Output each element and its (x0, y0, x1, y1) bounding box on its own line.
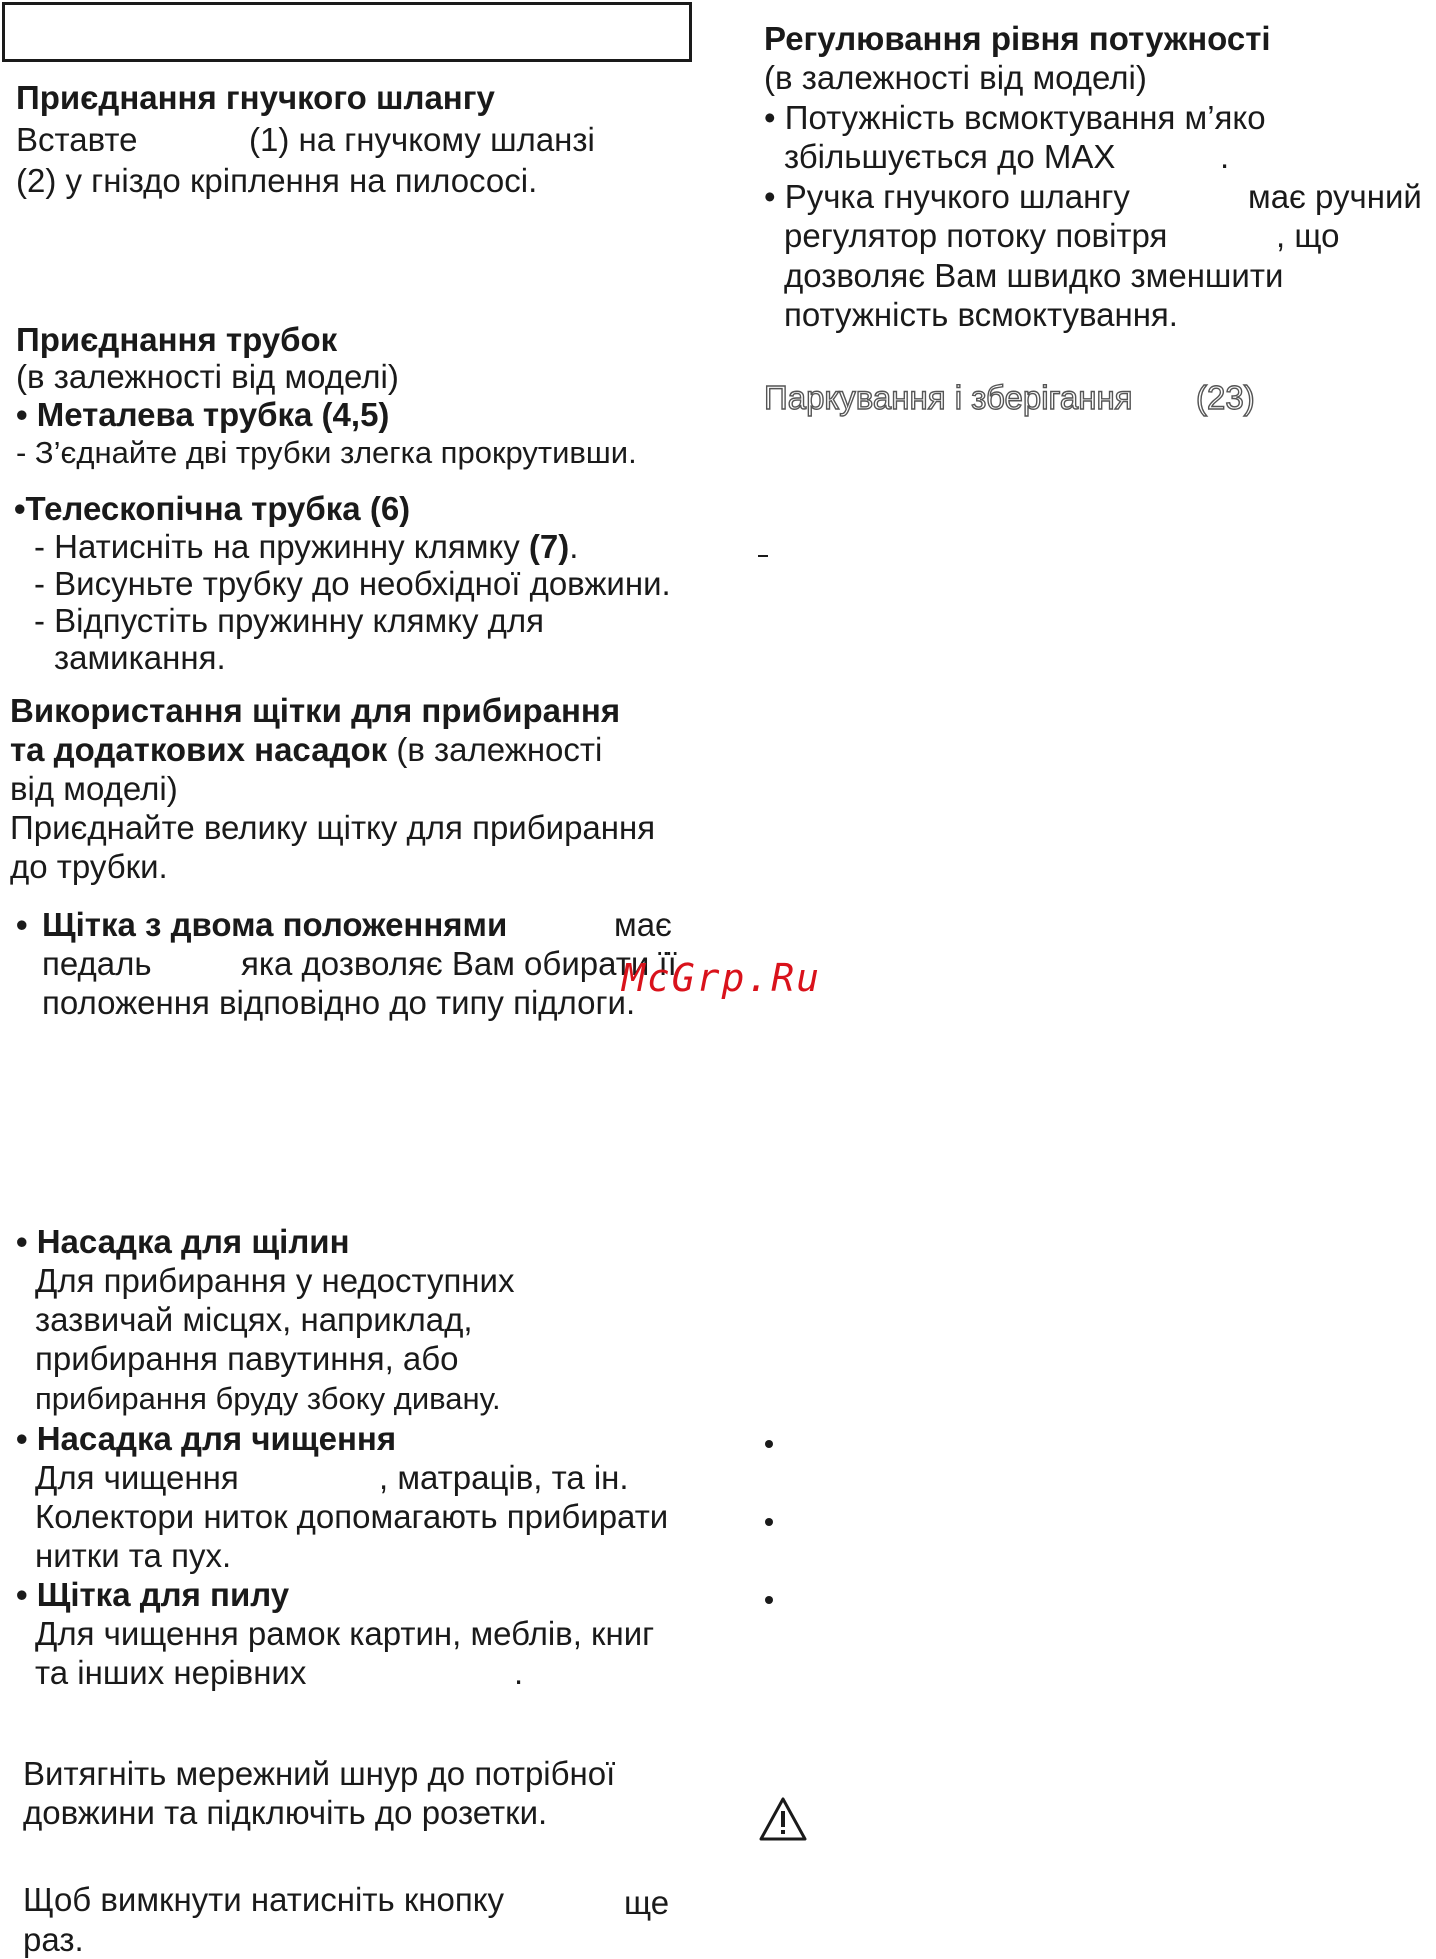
dust-brush-line-2b: . (514, 1654, 524, 1691)
off-line-2: раз. (23, 1921, 84, 1958)
list-bullet (765, 1518, 773, 1526)
metal-tube-text: - З’єднайте дві трубки злегка прокрутивши. (16, 435, 637, 470)
parking-ref: (23) (1196, 379, 1255, 416)
power-b2-line1a: • Ручка гнучкого шлангу (764, 178, 1130, 215)
parking-title: Паркування і зберігання (764, 379, 1133, 416)
brushes-title-2: та додаткових насадок (в залежності (10, 731, 603, 768)
telescopic-step-3a: - Відпустіть пружинну клямку для (34, 602, 545, 639)
brushes-line-5: до трубки. (10, 848, 168, 885)
cleaning-line-3: нитки та пух. (35, 1537, 232, 1574)
warning-triangle-icon (758, 1796, 808, 1842)
header-box (2, 2, 692, 62)
two-position-line3: положення відповідно до типу підлоги. (42, 984, 636, 1021)
power-b2-line1b: має ручний (1248, 178, 1422, 215)
hose-line1a: Вставте (16, 121, 138, 158)
two-position-line2b: яка дозволяє Вам обирати її (241, 945, 677, 982)
crevice-line-2: зазвичай місцях, наприклад, (35, 1301, 473, 1338)
watermark: McGrp.Ru (622, 956, 822, 1000)
cleaning-line-1b: , матраців, та ін. (379, 1459, 629, 1496)
crevice-line-4: прибирання бруду збоку дивану. (35, 1381, 501, 1416)
brushes-line-3: від моделі) (10, 770, 178, 807)
power-b1-line2a: збільшується до MAX (784, 138, 1116, 175)
telescopic-step-2: - Висуньте трубку до необхідної довжини. (34, 565, 671, 602)
tubes-subtitle: (в залежності від моделі) (16, 358, 399, 395)
two-position-has: має (614, 906, 672, 943)
telescopic-tube-title: •Телескопічна трубка (6) (14, 490, 411, 527)
power-b2-line2a: регулятор потоку повітря (784, 217, 1168, 254)
crevice-line-1: Для прибирання у недоступних (35, 1262, 515, 1299)
list-dash (758, 555, 768, 557)
off-line-1a: Щоб вимкнути натисніть кнопку (23, 1881, 505, 1918)
cleaning-line-1a: Для чищення (35, 1459, 239, 1496)
hose-line1b: (1) на гнучкому шланзі (249, 121, 595, 158)
power-b1-line2b: . (1220, 138, 1230, 175)
cord-line-1: Витягніть мережний шнур до потрібної (23, 1755, 616, 1792)
dust-brush-title: • Щітка для пилу (16, 1576, 290, 1613)
power-title: Регулювання рівня потужності (764, 20, 1271, 57)
dust-brush-line-1: Для чищення рамок картин, меблів, книг (35, 1615, 655, 1652)
off-line-1b: ще (624, 1884, 670, 1921)
cleaning-title: • Насадка для чищення (16, 1420, 397, 1457)
two-position-line2a: педаль (42, 945, 152, 982)
list-bullet (765, 1440, 773, 1448)
power-subtitle: (в залежності від моделі) (764, 59, 1147, 96)
telescopic-step-1: - Натисніть на пружинну клямку (7). (34, 528, 579, 565)
power-b2-line3: дозволяє Вам швидко зменшити (784, 257, 1284, 294)
crevice-title: • Насадка для щілин (16, 1223, 350, 1260)
power-b2-line4: потужність всмоктування. (784, 296, 1178, 333)
cord-line-2: довжини та підключіть до розетки. (23, 1794, 548, 1831)
power-b2-line2b: , що (1276, 217, 1340, 254)
dust-brush-line-2a: та інших нерівних (35, 1654, 307, 1691)
hose-line2: (2) у гніздо кріплення на пилососі. (16, 162, 538, 199)
list-bullet (765, 1596, 773, 1604)
crevice-line-3: прибирання павутиння, або (35, 1340, 459, 1377)
hose-title: Приєднання гнучкого шлангу (16, 79, 495, 116)
tubes-title: Приєднання трубок (16, 321, 338, 358)
brushes-title-1: Використання щітки для прибирання (10, 692, 621, 729)
two-position-bullet: • (16, 906, 28, 943)
cleaning-line-2: Колектори ниток допомагають прибирати (35, 1498, 669, 1535)
metal-tube-title: • Металева трубка (4,5) (16, 396, 390, 433)
power-b1-line1: • Потужність всмоктування м’яко (764, 99, 1266, 136)
two-position-title: Щітка з двома положеннями (42, 906, 508, 943)
telescopic-step-3b: замикання. (54, 639, 226, 676)
brushes-line-4: Приєднайте велику щітку для прибирання (10, 809, 656, 846)
